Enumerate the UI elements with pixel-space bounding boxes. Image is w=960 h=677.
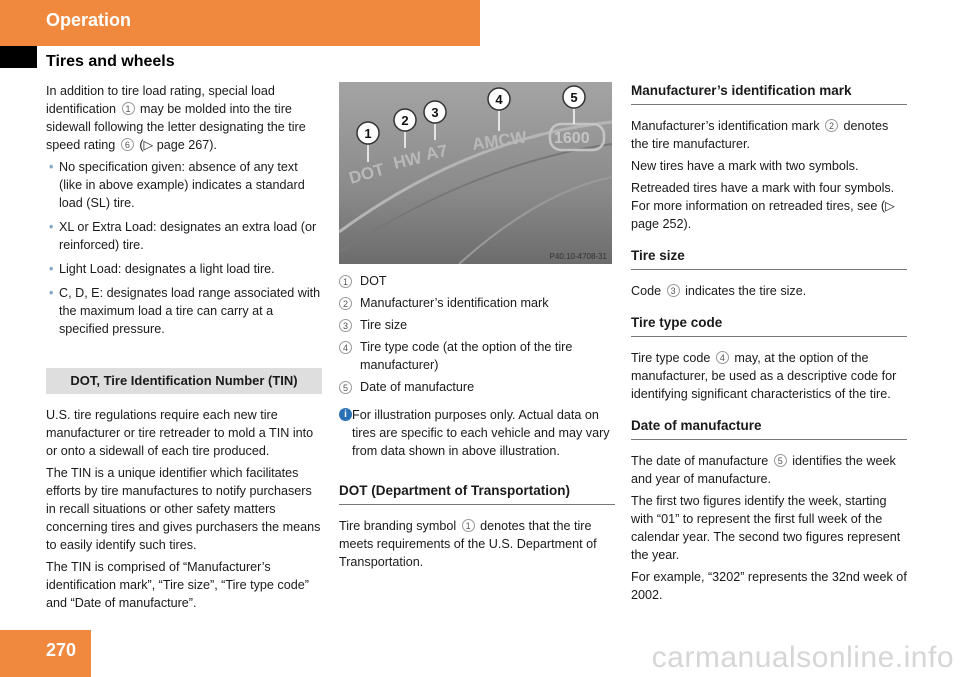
- callout-number: 3: [339, 319, 352, 332]
- watermark: carmanualsonline.info: [651, 641, 954, 674]
- dot-text-1: Tire branding symbol: [339, 519, 457, 533]
- callout-number: 3: [667, 284, 680, 297]
- tire-sidewall-photo: [339, 82, 612, 264]
- bullet-item: [46, 260, 322, 278]
- dot-text-2: denotes that the tire meets requirements of the U.S. Department of Transportation.: [339, 519, 597, 569]
- mfr-paragraph: New tires have a mark with two symbols.: [631, 159, 859, 173]
- bullet-text: XL or Extra Load: designates an extra load (or reinforced) tire.: [59, 220, 317, 252]
- page-number: 270: [46, 640, 77, 660]
- photo-code: P40.10-4708-31: [549, 252, 607, 261]
- callout-label: 5: [570, 90, 578, 105]
- size-text-1: Code: [631, 284, 662, 298]
- bullet-item: [46, 158, 322, 212]
- mfr-paragraph: Retreaded tires have a mark with four symbols. For more information on retreaded tires, see (▷ page 252).: [631, 181, 895, 231]
- info-icon: i: [339, 408, 352, 421]
- bullet-icon: •: [49, 286, 54, 300]
- date-text-2: identifies the week and year of manufacture.: [631, 454, 896, 486]
- callout-label: 1: [364, 126, 372, 141]
- legend-item: [339, 378, 615, 396]
- tire-size-paragraph: [631, 282, 907, 300]
- callout-number: 1: [339, 275, 352, 288]
- type-text-2: may, at the option of the manufacturer, be used as a descriptive code for identifying significant characteristics of the tire.: [631, 351, 897, 401]
- tin-heading: DOT, Tire Identification Number (TIN): [46, 368, 322, 394]
- tire-size-heading: Tire size: [631, 247, 907, 270]
- embossed-type-code: AMCW: [470, 127, 528, 154]
- date-heading: Date of manufacture: [631, 417, 907, 440]
- embossed-manufacturer-id: HW: [391, 148, 424, 173]
- intro-paragraph: [46, 82, 322, 154]
- mfr-paragraph: [631, 117, 907, 153]
- section-title: Tires and wheels: [46, 53, 175, 70]
- size-text-2: indicates the tire size.: [685, 284, 807, 298]
- bullet-item: [46, 218, 322, 254]
- callout-number: 5: [774, 454, 787, 467]
- bullet-text: No specification given: absence of any text (like in above example) indicates a standard load (SL) tire.: [59, 160, 305, 210]
- mfr-text-2: denotes the tire manufacturer.: [631, 119, 889, 151]
- type-text-1: Tire type code: [631, 351, 711, 365]
- callout-number: 1: [462, 519, 475, 532]
- date-paragraph: For example, “3202” represents the 32nd week of 2002.: [631, 570, 907, 602]
- date-paragraph: The first two figures identify the week, starting with “01” to represent the first full week of the calendar year. The second two figures represent the year.: [631, 494, 901, 562]
- legend-item: [339, 294, 615, 312]
- column-middle: [339, 82, 615, 575]
- callout-number: 2: [339, 297, 352, 310]
- bullet-text: C, D, E: designates load range associated with the maximum load a tire can carry at a specified pressure.: [59, 286, 321, 336]
- embossed-dot: DOT: [346, 159, 387, 188]
- callout-label: 4: [495, 92, 503, 107]
- tin-paragraph: U.S. tire regulations require each new tire manufacturer or tire retreader to mold a TIN into or onto a sidewall of each tire produced.: [46, 408, 314, 458]
- tire-illustration: [339, 82, 612, 264]
- tire-type-heading: Tire type code: [631, 314, 907, 337]
- bullet-icon: •: [49, 220, 54, 234]
- info-note: [339, 406, 615, 460]
- date-paragraph: [631, 452, 907, 488]
- callout-number: 4: [339, 341, 352, 354]
- legend-label: DOT: [360, 274, 387, 288]
- legend-item: [339, 272, 615, 290]
- legend-item: [339, 316, 615, 334]
- callout-number: 6: [121, 138, 134, 151]
- tire-type-paragraph: [631, 349, 907, 403]
- header-marker: [0, 46, 37, 68]
- mfr-text-1: Manufacturer’s identification mark: [631, 119, 820, 133]
- bullet-icon: •: [49, 262, 54, 276]
- legend-label: Date of manufacture: [360, 380, 475, 394]
- intro-text-2: may be molded into the tire sidewall following the letter designating the tire speed rating: [46, 102, 306, 152]
- callout-label: 3: [431, 105, 439, 120]
- dot-paragraph: [339, 517, 615, 571]
- callout-number: 4: [716, 351, 729, 364]
- intro-page-ref: (▷ page 267).: [139, 138, 217, 152]
- date-text-1: The date of manufacture: [631, 454, 769, 468]
- embossed-tire-size: A7: [424, 141, 450, 164]
- legend-label: Tire size: [360, 318, 408, 332]
- mfr-heading: Manufacturer’s identification mark: [631, 82, 907, 105]
- chapter-title: Operation: [46, 10, 132, 30]
- bullet-item: [46, 284, 322, 338]
- column-left: [46, 82, 322, 616]
- callout-number: 2: [825, 119, 838, 132]
- callout-number: 1: [122, 102, 135, 115]
- dot-heading: DOT (Department of Transportation): [339, 482, 615, 505]
- column-right: [631, 82, 907, 608]
- legend-label: Tire type code (at the option of the tire manufacturer): [360, 340, 573, 372]
- bullet-icon: •: [49, 160, 54, 174]
- intro-text-1: In addition to tire load rating, special load identification: [46, 84, 275, 116]
- tin-paragraph: The TIN is comprised of “Manufacturer’s identification mark”, “Tire size”, “Tire type code” and “Date of manufacture”.: [46, 560, 309, 610]
- embossed-date: 1600: [554, 130, 590, 147]
- tin-paragraph: The TIN is a unique identifier which facilitates efforts by tire manufactures to notify purchasers in recall situations or other safety matters concerning tires and gives purchasers the means to easily identify such tires.: [46, 466, 321, 552]
- legend-label: Manufacturer’s identification mark: [360, 296, 549, 310]
- info-note-text: For illustration purposes only. Actual data on tires are specific to each vehicle and may vary from data shown in above illustration.: [352, 408, 610, 458]
- legend-item: [339, 338, 615, 374]
- callout-label: 2: [401, 113, 409, 128]
- bullet-text: Light Load: designates a light load tire.: [59, 262, 275, 276]
- callout-number: 5: [339, 381, 352, 394]
